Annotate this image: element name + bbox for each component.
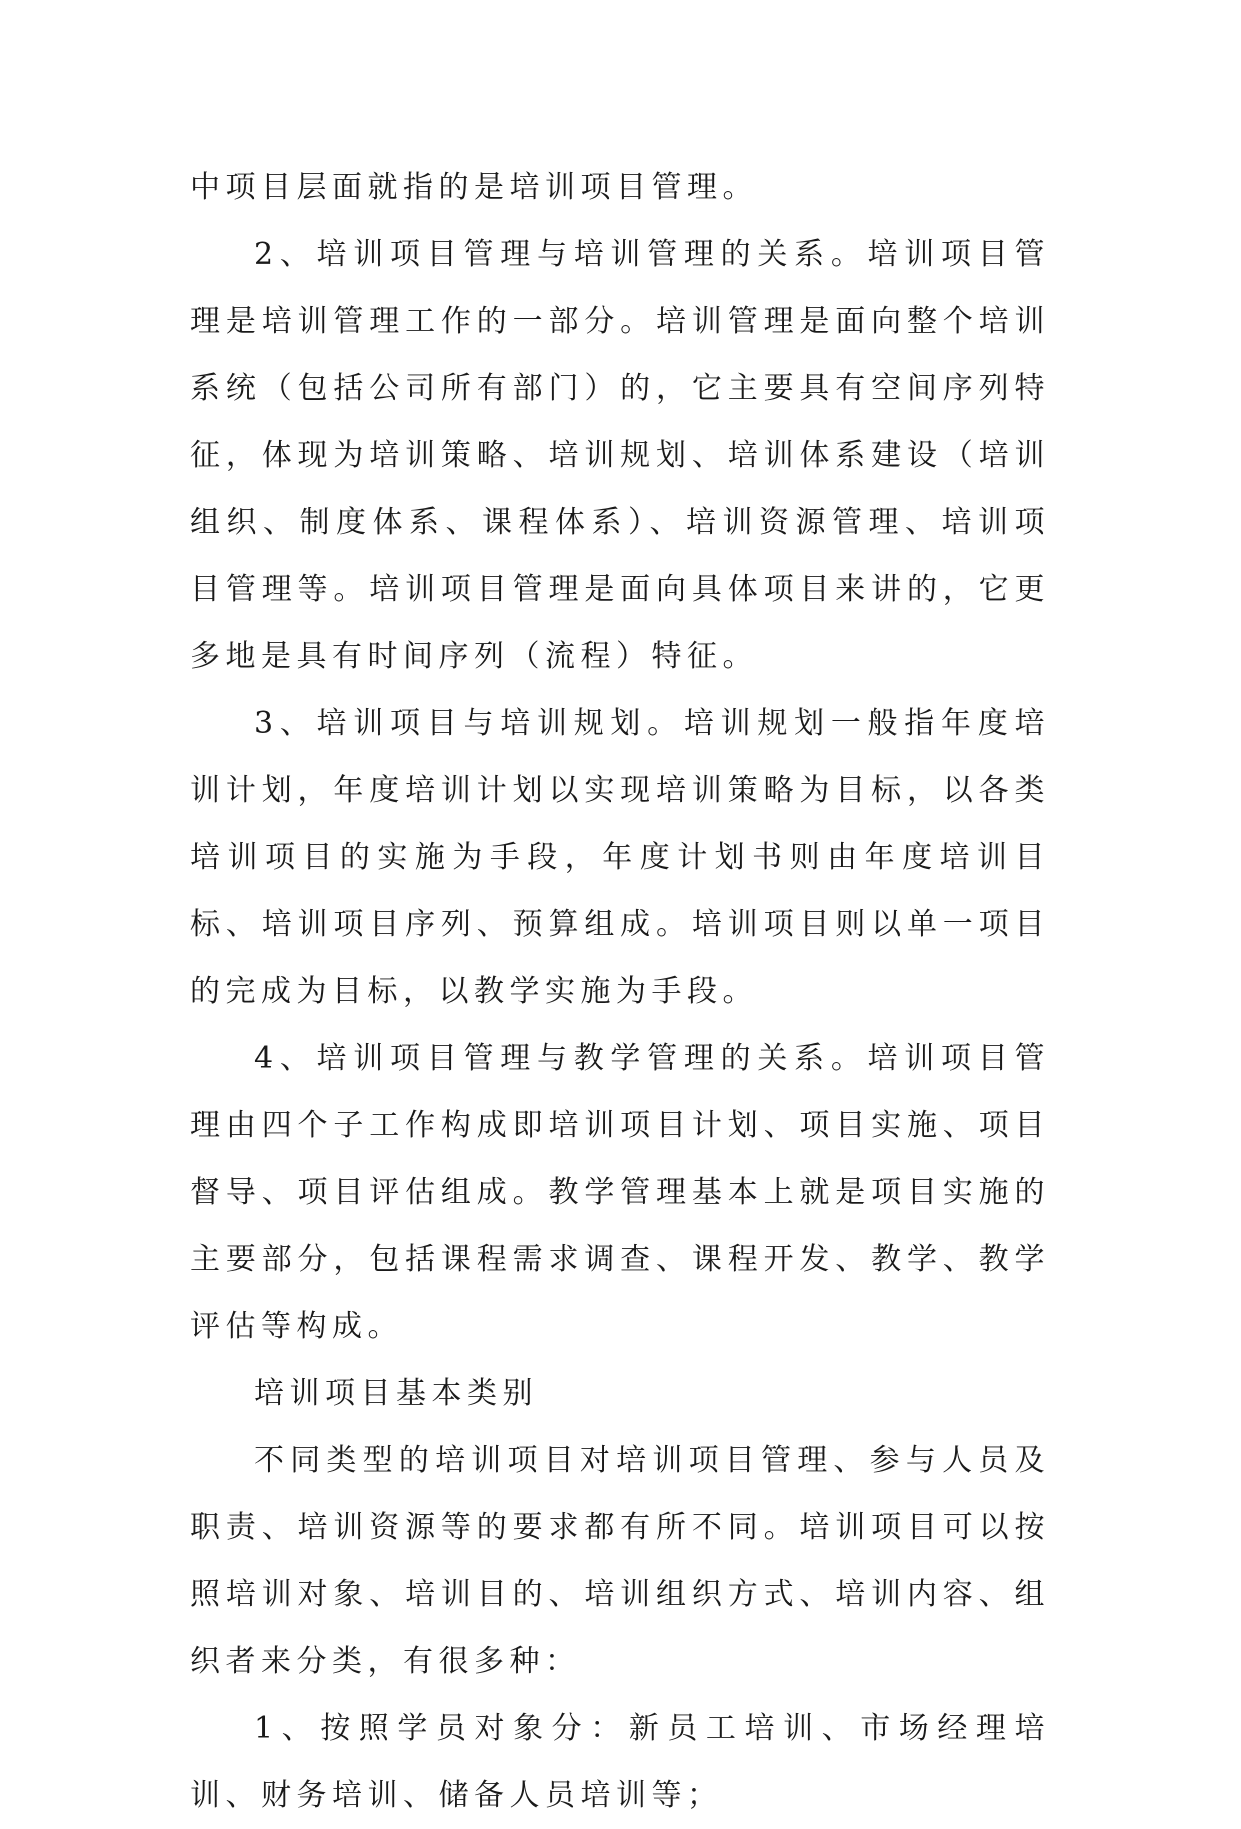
paragraph-item-2: 2、培训项目管理与培训管理的关系。培训项目管理是培训管理工作的一部分。培训管理是面向整个培训系统（包括公司所有部门）的，它主要具有空间序列特征，体现为培训策略、培训规划、培训体系建设（培训组织、制度体系、课程体系）、培训资源管理、培训项目管理等。培训项目管理是面向具体项目来讲的，它更多地是具有时间序列（流程）特征。 — [190, 237, 1050, 674]
paragraph-continuation: 中项目层面就指的是培训项目管理。 — [190, 170, 758, 205]
section-heading: 培训项目基本类别 — [254, 1376, 538, 1411]
paragraph-intro: 不同类型的培训项目对培训项目管理、参与人员及职责、培训资源等的要求都有所不同。培训项目可以按照培训对象、培训目的、培训组织方式、培训内容、组织者来分类，有很多种： — [190, 1443, 1050, 1679]
paragraph-item-4: 4、培训项目管理与教学管理的关系。培训项目管理由四个子工作构成即培训项目计划、项目实施、项目督导、项目评估组成。教学管理基本上就是项目实施的主要部分，包括课程需求调查、课程开发、教学、教学评估等构成。 — [190, 1041, 1050, 1344]
document-body — [190, 154, 1050, 1829]
paragraph-item-3: 3、培训项目与培训规划。培训规划一般指年度培训计划，年度培训计划以实现培训策略为目标，以各类培训项目的实施为手段，年度计划书则由年度培训目标、培训项目序列、预算组成。培训项目则以单一项目的完成为目标，以教学实施为手段。 — [190, 706, 1050, 1009]
paragraph-list-item-1: 1、按照学员对象分：新员工培训、市场经理培训、财务培训、储备人员培训等； — [190, 1711, 1050, 1813]
